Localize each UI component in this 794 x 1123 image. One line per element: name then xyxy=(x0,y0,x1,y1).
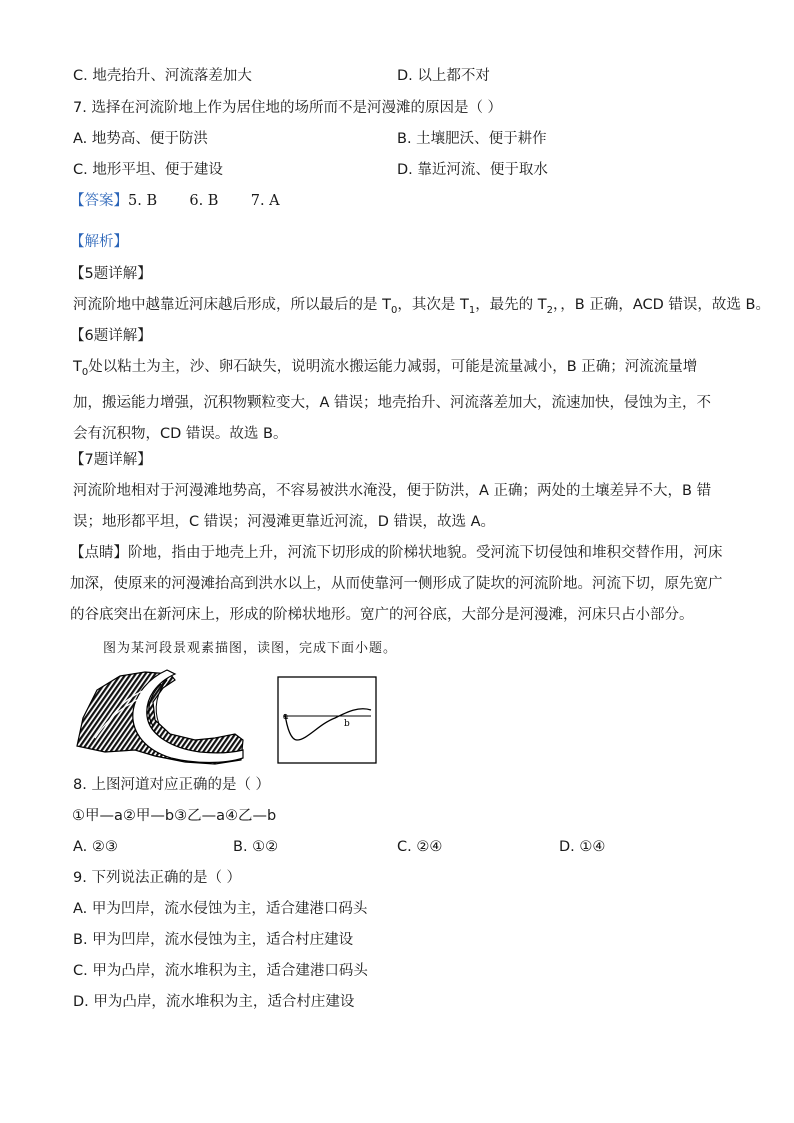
q9-option-b: B. 甲为凹岸，流水侵蚀为主，适合村庄建设 xyxy=(73,932,354,948)
figure-caption: 图为某河段景观素描图，读图，完成下面小题。 xyxy=(103,641,398,656)
q7-detail-head: 【7题详解】 xyxy=(70,452,152,468)
q7-option-b: B. 土壤肥沃、便于耕作 xyxy=(397,131,547,147)
q6-option-c: C. 地壳抬升、河流落差加大 xyxy=(73,68,252,84)
q6-option-d: D. 以上都不对 xyxy=(397,68,490,84)
label-a: a xyxy=(283,712,289,722)
q7-option-c: C. 地形平坦、便于建设 xyxy=(73,162,223,178)
q8-stem: 8. 上图河道对应正确的是（ ） xyxy=(73,777,271,793)
q9-option-a: A. 甲为凹岸，流水侵蚀为主，适合建港口码头 xyxy=(73,901,368,917)
q8-option-b: B. ①② xyxy=(233,839,279,855)
q9-option-c: C. 甲为凸岸，流水堆积为主，适合建港口码头 xyxy=(73,963,368,979)
answer-line xyxy=(70,191,280,211)
tip-text: 阶地，指由于地壳上升，河流下切形成的阶梯状地貌。受河流下切侵蚀和堆积交替作用，河床加深，使原来的河漫滩抬高到洪水以上，从而使靠河一侧形成了陡坎的河流阶地。河流下切，原先宽广的谷底突出在新河床上，形成的阶梯状地形。宽广的河谷底，大部分是河漫滩，河床只占小部分。 xyxy=(70,545,723,623)
answer-tag: 【答案】 xyxy=(70,193,128,209)
q8-option-a: A. ②③ xyxy=(73,839,118,855)
tip-tag: 【点睛】 xyxy=(70,545,128,561)
q5-detail-head: 【5题详解】 xyxy=(70,266,152,282)
q9-stem: 9. 下列说法正确的是（ ） xyxy=(73,870,242,886)
cross-section-figure xyxy=(277,676,377,764)
q7-detail-text: 河流阶地相对于河漫滩地势高，不容易被洪水淹没，便于防洪，A 正确；两处的土壤差异不大，B 错误；地形都平坦，C 错误；河漫滩更靠近河流，D 错误，故选 A。 xyxy=(73,483,712,530)
q6-detail-text: $T_0$处以粘土为主，沙、卵石缺失，说明流水搬运能力减弱，可能是流量减小，B 正确；河流流量增加，搬运能力增强，沉积物颗粒变大，A 错误；地壳抬升、河流落差加大，流速加快，侵蚀为主，不会有沉积物，CD 错误。故选 B。 xyxy=(73,359,712,442)
river-sketch-figure xyxy=(75,668,245,768)
q7-option-a: A. 地势高、便于防洪 xyxy=(73,131,208,147)
q8-option-c: C. ②④ xyxy=(397,839,443,855)
q8-choices: ①甲—a②甲—b③乙—a④乙—b xyxy=(72,808,277,824)
tip-block xyxy=(70,538,726,631)
q8-option-d: D. ①④ xyxy=(559,839,606,855)
q5-detail-text: 河流阶地中越靠近河床越后形成，所以最后的是 $T_0$，其次是 $T_1$，最先的 $T_2$，，B 正确，ACD 错误，故选 B。 xyxy=(73,297,770,316)
label-b: b xyxy=(344,719,350,729)
q6-detail-head: 【6题详解】 xyxy=(70,328,152,344)
q9-option-d: D. 甲为凸岸，流水堆积为主，适合村庄建设 xyxy=(73,994,355,1010)
answer-text: 5. B 6. B 7. A xyxy=(128,193,280,209)
analysis-tag: 【解析】 xyxy=(70,234,128,250)
q7-stem: 7. 选择在河流阶地上作为居住地的场所而不是河漫滩的原因是（ ） xyxy=(73,100,503,116)
q7-option-d: D. 靠近河流、便于取水 xyxy=(397,162,548,178)
